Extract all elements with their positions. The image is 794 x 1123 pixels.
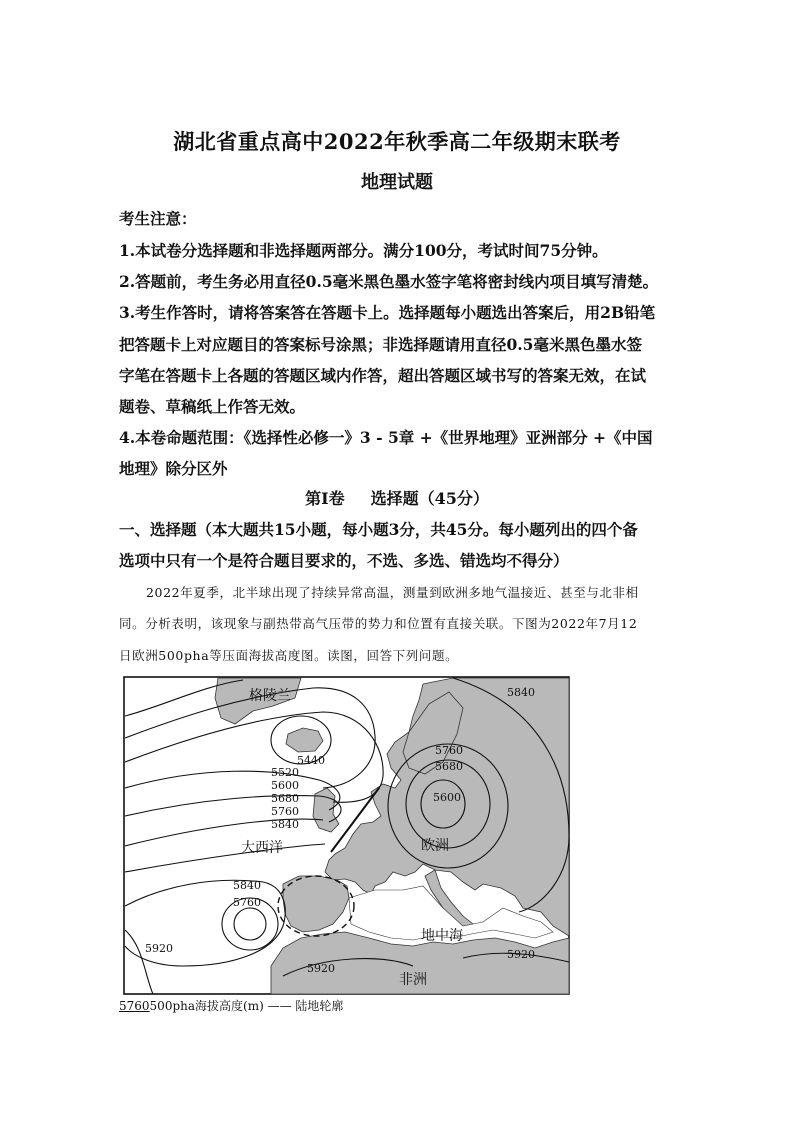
contour-label: 5680 — [271, 792, 299, 805]
africa-label: 非洲 — [399, 972, 427, 988]
notice-line: 4.本卷命题范围：《选择性必修一》3 - 5章 +《世界地理》亚洲部分 +《中国 — [119, 428, 653, 447]
notice-line: 1.本试卷分选择题和非选择题两部分。满分100分，考试时间75分钟。 — [119, 241, 608, 260]
contour-label: 5840 — [233, 879, 261, 892]
europe-label: 欧洲 — [421, 838, 449, 854]
exam-title: 湖北省重点高中2022年秋季高二年级期末联考 — [173, 129, 621, 154]
contour-label: 5680 — [435, 760, 463, 773]
mediterranean-label: 地中海 — [421, 928, 463, 944]
contour-label: 5440 — [297, 754, 325, 767]
legend-coast-desc: 陆地轮廓 — [295, 999, 344, 1013]
atlantic-label: 大西洋 — [241, 840, 283, 856]
contour-label: 5920 — [507, 948, 535, 961]
map-legend — [119, 997, 343, 1014]
contour-label: 5840 — [271, 818, 299, 831]
contour-map — [123, 676, 570, 995]
legend-contour-desc: 500pha海拔高度(m) — [149, 999, 264, 1013]
section-part: 第Ⅰ卷 — [305, 489, 345, 508]
exam-subtitle: 地理试题 — [361, 172, 433, 193]
notice-line: 字笔在答题卡上各题的答题区域内作答，超出答题区域书写的答案无效，在试 — [119, 366, 647, 385]
contour-label: 5840 — [507, 686, 535, 699]
section-name: 选择题（45分） — [370, 489, 489, 508]
notice-heading: 考生注意： — [119, 209, 197, 228]
contour-label: 5920 — [307, 962, 335, 975]
contour-label: 5600 — [271, 779, 299, 792]
contour-label: 5600 — [433, 791, 461, 804]
contour-label: 5920 — [145, 942, 173, 955]
notice-line: 3.考生作答时，请将答案答在答题卡上。选择题每小题选出答案后，用2B铅笔 — [119, 303, 656, 322]
passage-line: 日欧洲500pha等压面海拔高度图。读图，回答下列问题。 — [119, 648, 459, 663]
greenland-label: 格陵兰 — [249, 688, 291, 704]
contour-label: 5520 — [271, 766, 299, 779]
passage-line: 2022年夏季，北半球出现了持续异常高温，测量到欧洲多地气温接近、甚至与北非相 — [146, 585, 639, 600]
contour-label: 5760 — [271, 805, 299, 818]
section-heading — [0, 486, 794, 509]
legend-sample-value: 5760 — [119, 999, 150, 1013]
contour-label: 5760 — [435, 744, 463, 757]
notice-line: 地理》除分区外 — [119, 459, 228, 478]
legend-coast-line-icon: —— — [267, 999, 292, 1013]
instruction-line: 一、选择题（本大题共15小题，每小题3分，共45分。每小题列出的四个备 — [119, 520, 638, 539]
notice-line: 2.答题前，考生务必用直径0.5毫米黑色墨水签字笔将密封线内项目填写清楚。 — [119, 272, 659, 291]
contour-label: 5760 — [233, 896, 261, 909]
notice-line: 把答题卡上对应题目的答案标号涂黑；非选择题请用直径0.5毫米黑色墨水签 — [119, 335, 642, 354]
notice-line: 题卷、草稿纸上作答无效。 — [119, 397, 306, 416]
passage-line: 同。分析表明，该现象与副热带高气压带的势力和位置有直接关联。下图为2022年7月12 — [119, 616, 638, 631]
instruction-line: 选项中只有一个是符合题目要求的，不选、多选、错选均不得分） — [119, 551, 569, 570]
